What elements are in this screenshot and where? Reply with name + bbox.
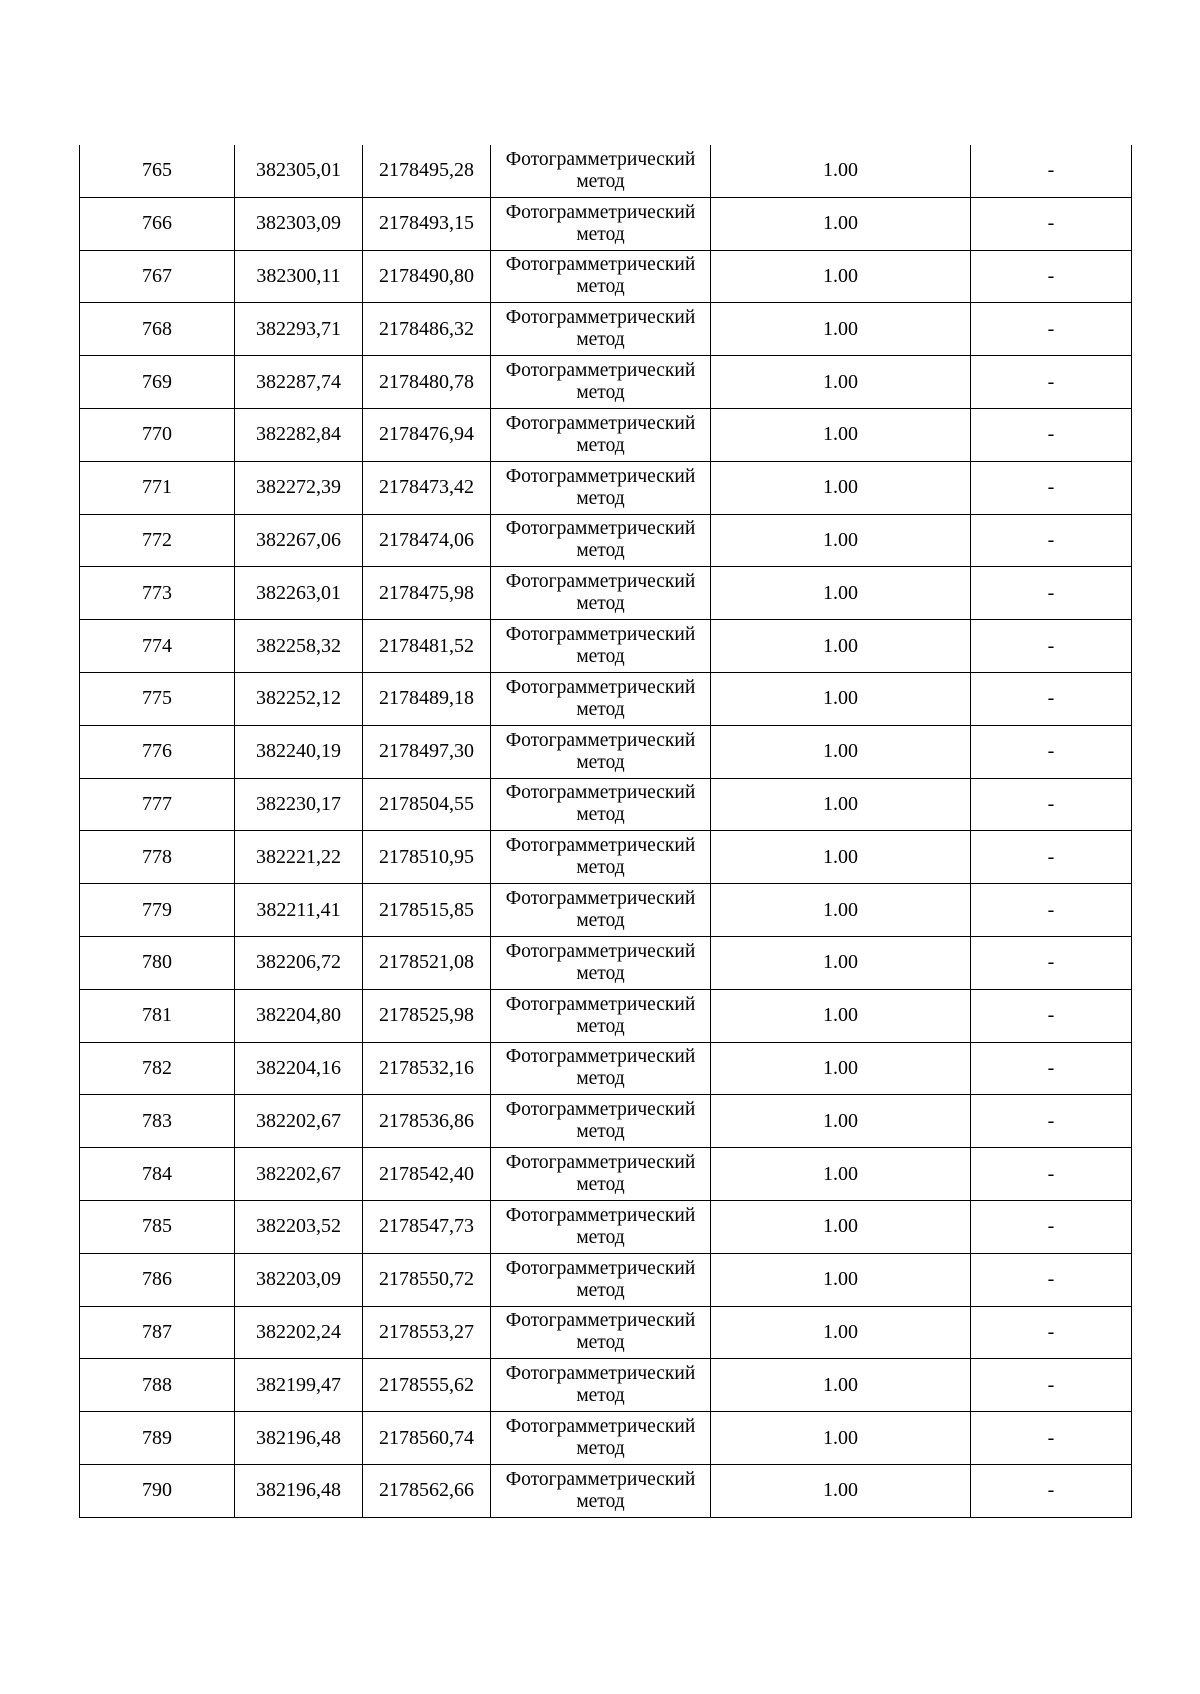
method-text-line: Фотограмметрический (505, 1204, 696, 1226)
accuracy-cell: 1.00 (711, 1042, 971, 1095)
accuracy-cell: 1.00 (711, 303, 971, 356)
accuracy-cell: 1.00 (711, 461, 971, 514)
method-cell (491, 408, 711, 461)
accuracy-cell: 1.00 (711, 672, 971, 725)
point-number-cell: 768 (80, 303, 235, 356)
note-cell: - (971, 831, 1132, 884)
table-row (80, 989, 1132, 1042)
accuracy-cell: 1.00 (711, 145, 971, 197)
note-cell: - (971, 408, 1132, 461)
method-text-line: метод (576, 962, 625, 984)
method-text-line: метод (576, 276, 625, 298)
point-number-cell: 779 (80, 884, 235, 937)
y-coordinate-cell: 2178493,15 (363, 197, 491, 250)
point-number-cell: 765 (80, 145, 235, 197)
method-text-line: метод (576, 593, 625, 615)
y-coordinate-cell: 2178480,78 (363, 356, 491, 409)
table-row (80, 567, 1132, 620)
method-text-line: Фотограмметрический (505, 624, 696, 646)
note-cell: - (971, 514, 1132, 567)
y-coordinate-cell: 2178525,98 (363, 989, 491, 1042)
method-text-line: Фотограмметрический (505, 729, 696, 751)
table-row (80, 778, 1132, 831)
table-row (80, 620, 1132, 673)
method-cell (491, 1359, 711, 1412)
note-cell: - (971, 989, 1132, 1042)
method-text-line: метод (576, 1385, 625, 1407)
note-cell: - (971, 567, 1132, 620)
point-number-cell: 767 (80, 250, 235, 303)
method-cell (491, 461, 711, 514)
accuracy-cell: 1.00 (711, 408, 971, 461)
accuracy-cell: 1.00 (711, 1148, 971, 1201)
accuracy-cell: 1.00 (711, 356, 971, 409)
accuracy-cell: 1.00 (711, 936, 971, 989)
x-coordinate-cell: 382203,52 (235, 1200, 363, 1253)
method-text-line: Фотограмметрический (505, 201, 696, 223)
table-row (80, 884, 1132, 937)
y-coordinate-cell: 2178536,86 (363, 1095, 491, 1148)
method-text-line: Фотограмметрический (505, 571, 696, 593)
y-coordinate-cell: 2178486,32 (363, 303, 491, 356)
y-coordinate-cell: 2178476,94 (363, 408, 491, 461)
note-cell: - (971, 145, 1132, 197)
x-coordinate-cell: 382240,19 (235, 725, 363, 778)
y-coordinate-cell: 2178490,80 (363, 250, 491, 303)
point-number-cell: 770 (80, 408, 235, 461)
method-text-line: Фотограмметрический (505, 1152, 696, 1174)
accuracy-cell: 1.00 (711, 1412, 971, 1465)
method-text-line: метод (576, 487, 625, 509)
note-cell: - (971, 1042, 1132, 1095)
y-coordinate-cell: 2178521,08 (363, 936, 491, 989)
note-cell: - (971, 250, 1132, 303)
table-row (80, 514, 1132, 567)
method-cell (491, 884, 711, 937)
point-number-cell: 773 (80, 567, 235, 620)
accuracy-cell: 1.00 (711, 567, 971, 620)
note-cell: - (971, 461, 1132, 514)
table-row (80, 1359, 1132, 1412)
x-coordinate-cell: 382263,01 (235, 567, 363, 620)
note-cell: - (971, 303, 1132, 356)
note-cell: - (971, 1306, 1132, 1359)
accuracy-cell: 1.00 (711, 1306, 971, 1359)
note-cell: - (971, 672, 1132, 725)
x-coordinate-cell: 382252,12 (235, 672, 363, 725)
accuracy-cell: 1.00 (711, 831, 971, 884)
method-cell (491, 514, 711, 567)
table-row (80, 197, 1132, 250)
note-cell: - (971, 778, 1132, 831)
y-coordinate-cell: 2178489,18 (363, 672, 491, 725)
point-number-cell: 781 (80, 989, 235, 1042)
method-text-line: Фотограмметрический (505, 465, 696, 487)
method-cell (491, 145, 711, 197)
method-text-line: Фотограмметрический (505, 835, 696, 857)
x-coordinate-cell: 382211,41 (235, 884, 363, 937)
y-coordinate-cell: 2178562,66 (363, 1464, 491, 1517)
method-text-line: метод (576, 1279, 625, 1301)
note-cell: - (971, 1464, 1132, 1517)
method-text-line: Фотограмметрический (505, 888, 696, 910)
method-cell (491, 250, 711, 303)
method-text-line: Фотограмметрический (505, 1310, 696, 1332)
y-coordinate-cell: 2178532,16 (363, 1042, 491, 1095)
x-coordinate-cell: 382196,48 (235, 1464, 363, 1517)
y-coordinate-cell: 2178475,98 (363, 567, 491, 620)
x-coordinate-cell: 382305,01 (235, 145, 363, 197)
table-row (80, 408, 1132, 461)
x-coordinate-cell: 382196,48 (235, 1412, 363, 1465)
note-cell: - (971, 197, 1132, 250)
note-cell: - (971, 1148, 1132, 1201)
x-coordinate-cell: 382204,16 (235, 1042, 363, 1095)
method-text-line: Фотограмметрический (505, 254, 696, 276)
method-text-line: метод (576, 1438, 625, 1460)
table-row (80, 672, 1132, 725)
y-coordinate-cell: 2178547,73 (363, 1200, 491, 1253)
y-coordinate-cell: 2178481,52 (363, 620, 491, 673)
note-cell: - (971, 620, 1132, 673)
method-text-line: метод (576, 540, 625, 562)
note-cell: - (971, 1359, 1132, 1412)
method-text-line: метод (576, 382, 625, 404)
point-number-cell: 782 (80, 1042, 235, 1095)
x-coordinate-cell: 382293,71 (235, 303, 363, 356)
method-text-line: Фотограмметрический (505, 1363, 696, 1385)
table-row (80, 1464, 1132, 1517)
table-row (80, 1200, 1132, 1253)
method-text-line: метод (576, 1121, 625, 1143)
method-cell (491, 989, 711, 1042)
method-cell (491, 725, 711, 778)
point-number-cell: 777 (80, 778, 235, 831)
x-coordinate-cell: 382202,67 (235, 1095, 363, 1148)
point-number-cell: 772 (80, 514, 235, 567)
method-text-line: метод (576, 434, 625, 456)
method-text-line: метод (576, 1068, 625, 1090)
method-text-line: метод (576, 1174, 625, 1196)
accuracy-cell: 1.00 (711, 989, 971, 1042)
method-text-line: Фотограмметрический (505, 782, 696, 804)
y-coordinate-cell: 2178497,30 (363, 725, 491, 778)
y-coordinate-cell: 2178550,72 (363, 1253, 491, 1306)
method-text-line: метод (576, 857, 625, 879)
method-cell (491, 1042, 711, 1095)
accuracy-cell: 1.00 (711, 1095, 971, 1148)
table-row (80, 250, 1132, 303)
point-number-cell: 788 (80, 1359, 235, 1412)
method-text-line: метод (576, 1226, 625, 1248)
point-number-cell: 784 (80, 1148, 235, 1201)
accuracy-cell: 1.00 (711, 1464, 971, 1517)
x-coordinate-cell: 382303,09 (235, 197, 363, 250)
x-coordinate-cell: 382282,84 (235, 408, 363, 461)
method-cell (491, 356, 711, 409)
method-text-line: метод (576, 170, 625, 192)
x-coordinate-cell: 382300,11 (235, 250, 363, 303)
table-row (80, 1412, 1132, 1465)
method-cell (491, 1306, 711, 1359)
accuracy-cell: 1.00 (711, 1359, 971, 1412)
method-text-line: метод (576, 1015, 625, 1037)
method-cell (491, 303, 711, 356)
method-text-line: Фотограмметрический (505, 1468, 696, 1490)
table-row (80, 356, 1132, 409)
note-cell: - (971, 884, 1132, 937)
note-cell: - (971, 356, 1132, 409)
note-cell: - (971, 936, 1132, 989)
method-cell (491, 1148, 711, 1201)
accuracy-cell: 1.00 (711, 1253, 971, 1306)
table-row (80, 1306, 1132, 1359)
y-coordinate-cell: 2178560,74 (363, 1412, 491, 1465)
y-coordinate-cell: 2178555,62 (363, 1359, 491, 1412)
note-cell: - (971, 1095, 1132, 1148)
method-text-line: Фотограмметрический (505, 148, 696, 170)
point-number-cell: 785 (80, 1200, 235, 1253)
y-coordinate-cell: 2178495,28 (363, 145, 491, 197)
x-coordinate-cell: 382272,39 (235, 461, 363, 514)
method-text-line: Фотограмметрический (505, 940, 696, 962)
y-coordinate-cell: 2178510,95 (363, 831, 491, 884)
method-cell (491, 197, 711, 250)
table-row (80, 145, 1132, 197)
method-cell (491, 567, 711, 620)
y-coordinate-cell: 2178504,55 (363, 778, 491, 831)
point-number-cell: 787 (80, 1306, 235, 1359)
point-number-cell: 771 (80, 461, 235, 514)
coordinates-table (79, 145, 1132, 1518)
method-text-line: метод (576, 223, 625, 245)
point-number-cell: 769 (80, 356, 235, 409)
method-text-line: Фотограмметрический (505, 1416, 696, 1438)
y-coordinate-cell: 2178474,06 (363, 514, 491, 567)
method-text-line: Фотограмметрический (505, 1257, 696, 1279)
method-text-line: метод (576, 751, 625, 773)
method-text-line: метод (576, 1332, 625, 1354)
point-number-cell: 774 (80, 620, 235, 673)
accuracy-cell: 1.00 (711, 778, 971, 831)
table-row (80, 1148, 1132, 1201)
point-number-cell: 780 (80, 936, 235, 989)
x-coordinate-cell: 382204,80 (235, 989, 363, 1042)
y-coordinate-cell: 2178473,42 (363, 461, 491, 514)
x-coordinate-cell: 382221,22 (235, 831, 363, 884)
method-cell (491, 936, 711, 989)
table-row (80, 1095, 1132, 1148)
x-coordinate-cell: 382258,32 (235, 620, 363, 673)
method-text-line: Фотограмметрический (505, 518, 696, 540)
table-row (80, 936, 1132, 989)
method-text-line: Фотограмметрический (505, 993, 696, 1015)
method-cell (491, 672, 711, 725)
x-coordinate-cell: 382206,72 (235, 936, 363, 989)
note-cell: - (971, 1200, 1132, 1253)
note-cell: - (971, 1253, 1132, 1306)
table-row (80, 1042, 1132, 1095)
method-text-line: Фотограмметрический (505, 412, 696, 434)
accuracy-cell: 1.00 (711, 197, 971, 250)
y-coordinate-cell: 2178553,27 (363, 1306, 491, 1359)
method-cell (491, 1253, 711, 1306)
method-cell (491, 1200, 711, 1253)
x-coordinate-cell: 382287,74 (235, 356, 363, 409)
table-row (80, 1253, 1132, 1306)
method-text-line: Фотограмметрический (505, 360, 696, 382)
accuracy-cell: 1.00 (711, 620, 971, 673)
table-row (80, 725, 1132, 778)
x-coordinate-cell: 382267,06 (235, 514, 363, 567)
method-text-line: Фотограмметрический (505, 1099, 696, 1121)
x-coordinate-cell: 382230,17 (235, 778, 363, 831)
accuracy-cell: 1.00 (711, 250, 971, 303)
note-cell: - (971, 725, 1132, 778)
method-cell (491, 831, 711, 884)
method-text-line: метод (576, 698, 625, 720)
point-number-cell: 783 (80, 1095, 235, 1148)
y-coordinate-cell: 2178542,40 (363, 1148, 491, 1201)
method-text-line: метод (576, 910, 625, 932)
method-cell (491, 778, 711, 831)
accuracy-cell: 1.00 (711, 884, 971, 937)
x-coordinate-cell: 382203,09 (235, 1253, 363, 1306)
method-cell (491, 1095, 711, 1148)
point-number-cell: 775 (80, 672, 235, 725)
point-number-cell: 778 (80, 831, 235, 884)
method-cell (491, 1464, 711, 1517)
table-row (80, 461, 1132, 514)
point-number-cell: 766 (80, 197, 235, 250)
method-text-line: метод (576, 329, 625, 351)
x-coordinate-cell: 382202,67 (235, 1148, 363, 1201)
point-number-cell: 786 (80, 1253, 235, 1306)
method-text-line: Фотограмметрический (505, 676, 696, 698)
accuracy-cell: 1.00 (711, 1200, 971, 1253)
method-text-line: метод (576, 646, 625, 668)
method-text-line: метод (576, 1490, 625, 1512)
method-text-line: Фотограмметрический (505, 307, 696, 329)
point-number-cell: 789 (80, 1412, 235, 1465)
table-row (80, 831, 1132, 884)
method-cell (491, 620, 711, 673)
x-coordinate-cell: 382202,24 (235, 1306, 363, 1359)
note-cell: - (971, 1412, 1132, 1465)
x-coordinate-cell: 382199,47 (235, 1359, 363, 1412)
method-text-line: Фотограмметрический (505, 1046, 696, 1068)
y-coordinate-cell: 2178515,85 (363, 884, 491, 937)
accuracy-cell: 1.00 (711, 725, 971, 778)
coordinates-table-body (80, 145, 1132, 1517)
point-number-cell: 776 (80, 725, 235, 778)
table-row (80, 303, 1132, 356)
point-number-cell: 790 (80, 1464, 235, 1517)
method-text-line: метод (576, 804, 625, 826)
accuracy-cell: 1.00 (711, 514, 971, 567)
method-cell (491, 1412, 711, 1465)
